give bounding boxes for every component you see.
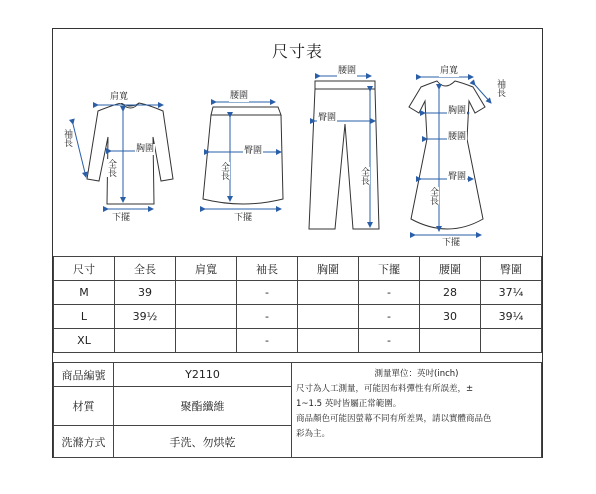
table-cell xyxy=(298,281,359,305)
wash-value: 手洗、勿烘乾 xyxy=(113,425,292,458)
table-cell: L xyxy=(54,305,115,329)
top-length-label: 全長 xyxy=(106,159,116,177)
table-cell xyxy=(481,329,542,353)
size-table xyxy=(53,256,542,353)
table-cell: - xyxy=(359,329,420,353)
table-cell: XL xyxy=(54,329,115,353)
table-row xyxy=(54,329,542,353)
top-sleeve-label: 袖長 xyxy=(62,129,72,147)
table-cell: - xyxy=(237,305,298,329)
material-value: 聚酯纖維 xyxy=(113,386,292,426)
table-cell: 28 xyxy=(420,281,481,305)
table-cell xyxy=(115,329,176,353)
top-shoulder-label: 肩寬 xyxy=(110,92,129,102)
table-cell: M xyxy=(54,281,115,305)
table-row xyxy=(54,281,542,305)
size-chart-frame xyxy=(52,28,543,458)
table-cell: 39¼ xyxy=(481,305,542,329)
dress-sleeve-label: 袖長 xyxy=(495,79,505,97)
dress-waist-label: 腰圍 xyxy=(448,132,467,142)
top-chest-label: 胸圍 xyxy=(136,144,155,154)
header-shoulder: 肩寬 xyxy=(176,257,237,281)
header-sleeve: 袖長 xyxy=(237,257,298,281)
table-cell xyxy=(420,329,481,353)
top-diagram xyxy=(87,103,173,204)
header-hip: 臀圍 xyxy=(481,257,542,281)
measurement-notes xyxy=(291,362,542,458)
pants-waist-label: 腰圍 xyxy=(338,66,357,76)
note-line-2: 1~1.5 英吋皆屬正常範圍。 xyxy=(296,399,402,409)
skirt-waist-label: 腰圍 xyxy=(230,91,249,101)
table-cell: 30 xyxy=(420,305,481,329)
product-code-value: Y2110 xyxy=(113,362,292,387)
table-cell: - xyxy=(359,305,420,329)
table-cell xyxy=(298,329,359,353)
header-hem: 下擺 xyxy=(359,257,420,281)
header-chest: 胸圍 xyxy=(298,257,359,281)
size-table-header xyxy=(54,257,542,281)
note-line-3: 商品顏色可能因螢幕不同有所差異，請以實體商品色 xyxy=(296,414,492,424)
skirt-hem-label: 下擺 xyxy=(234,213,253,223)
table-row xyxy=(54,305,542,329)
material-label: 材質 xyxy=(53,386,114,426)
table-cell xyxy=(176,305,237,329)
top-hem-label: 下擺 xyxy=(112,213,131,223)
dress-diagram xyxy=(409,81,485,229)
table-cell xyxy=(176,281,237,305)
pants-hip-label: 臀圍 xyxy=(318,113,337,123)
table-cell xyxy=(176,329,237,353)
pants-diagram xyxy=(309,81,379,229)
header-size: 尺寸 xyxy=(54,257,115,281)
table-cell: - xyxy=(237,329,298,353)
dress-hip-label: 臀圍 xyxy=(448,172,467,182)
skirt-length-label: 全長 xyxy=(219,162,229,180)
table-cell: - xyxy=(237,281,298,305)
table-cell: 39½ xyxy=(115,305,176,329)
product-code-label: 商品編號 xyxy=(53,362,114,387)
header-length: 全長 xyxy=(115,257,176,281)
wash-label: 洗滌方式 xyxy=(53,425,114,458)
dress-length-label: 全長 xyxy=(428,187,438,205)
note-line-1: 尺寸為人工測量，可能因布料彈性有所誤差，± xyxy=(296,384,474,394)
dress-shoulder-label: 肩寬 xyxy=(440,66,459,76)
dress-chest-label: 胸圍 xyxy=(448,106,467,116)
unit-note: 測量單位：英吋(inch) xyxy=(374,369,459,379)
product-info xyxy=(53,362,542,458)
table-cell: 39 xyxy=(115,281,176,305)
table-cell: - xyxy=(359,281,420,305)
table-cell xyxy=(298,305,359,329)
pants-length-label: 全長 xyxy=(359,167,369,185)
table-cell: 37¼ xyxy=(481,281,542,305)
page-title: 尺寸表 xyxy=(271,42,323,61)
header-waist: 腰圍 xyxy=(420,257,481,281)
note-line-4: 彩為主。 xyxy=(296,429,331,439)
skirt-hip-label: 臀圍 xyxy=(244,146,263,156)
dress-hem-label: 下擺 xyxy=(442,238,461,248)
